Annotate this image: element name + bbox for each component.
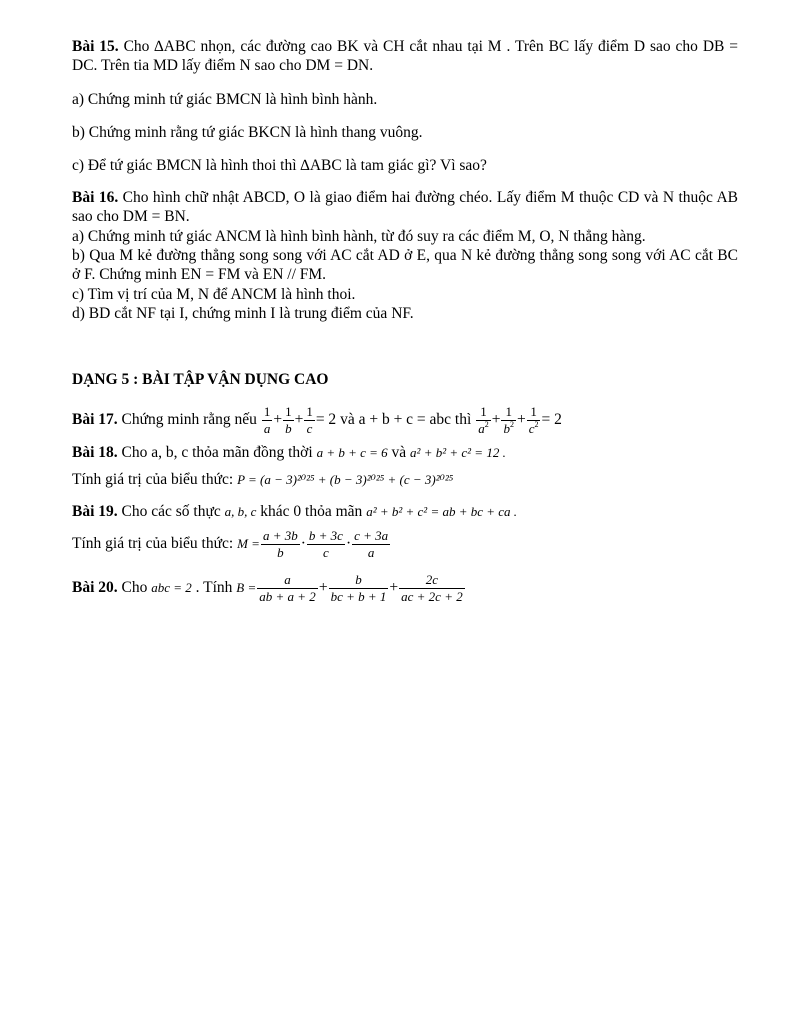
variables-abc: a, b, c [224, 504, 257, 519]
problem-16-label: Bài 16. [72, 189, 119, 206]
problem-19-label: Bài 19. [72, 503, 118, 520]
problem-18-intro: Bài 18. Cho a, b, c thỏa mãn đồng thời a + b + c = 6 và a² + b² + c² = 12 . [72, 444, 506, 461]
problem-16-part-c: c) Tìm vị trí của M, N để ANCM là hình thoi. [72, 286, 356, 303]
problem-15-intro [72, 37, 738, 75]
problem-16-part-a: a) Chứng minh tứ giác ANCM là hình bình hành, từ đó suy ra các điểm M, O, N thẳng hàng. [72, 228, 646, 245]
fraction-B-3: $\frac{2c}{ac + 2c + 2}$ [401, 571, 463, 604]
condition-abc: abc = 2 [151, 580, 192, 595]
problem-15-label: Bài 15. [72, 38, 119, 55]
problem-20-label: Bài 20. [72, 579, 118, 596]
condition-sum: a + b + c = 6 [316, 445, 388, 460]
fraction-1-over-c2: $\frac{1}{c^2}$ [528, 403, 539, 436]
problem-16-text: Cho hình chữ nhật ABCD, O là giao điểm hai đường chéo. Lấy điểm M thuộc CD và N thuộc AB sao cho DM = BN. [72, 189, 738, 225]
fraction-1-over-b: $\frac{1}{b}$ [285, 403, 292, 436]
problem-16-part-d: d) BD cắt NF tại I, chứng minh I là trung điểm của NF. [72, 305, 414, 322]
section-title: DẠNG 5 : BÀI TẬP VẬN DỤNG CAO [72, 371, 329, 388]
problem-19-expression: Tính giá trị của biểu thức: M = $\frac{a + 3b}{b}$ · $\frac{b + 3c}{c}$ · $\frac{c + 3a}{a}$ [72, 527, 389, 560]
fraction-M-3: $\frac{c + 3a}{a}$ [354, 527, 389, 560]
fraction-1-over-a2: $\frac{1}{a^2}$ [478, 403, 489, 436]
problem-16-intro [72, 188, 738, 226]
problem-18-expression: Tính giá trị của biểu thức: P = (a − 3)²⁰²⁵ + (b − 3)²⁰²⁵ + (c − 3)²⁰²⁵ [72, 471, 454, 488]
fraction-B-1: $\frac{a}{ab + a + 2}$ [259, 571, 316, 604]
problem-15-part-b: b) Chứng minh rằng tứ giác BKCN là hình thang vuông. [72, 124, 423, 141]
condition-sum-squares: a² + b² + c² = 12 . [410, 445, 506, 460]
fraction-B-2: $\frac{b}{bc + b + 1}$ [330, 571, 387, 604]
problem-15-part-c: c) Để tứ giác BMCN là hình thoi thì ∆ABC là tam giác gì? Vì sao? [72, 157, 487, 174]
problem-16-part-b: b) Qua M kẻ đường thẳng song song với AC cắt AD ở E, qua N kẻ đường thẳng song song với AC cắt BC ở F. Chứng minh EN = FM và EN // FM. [72, 247, 738, 283]
problem-18-label: Bài 18. [72, 444, 118, 461]
fraction-M-1: $\frac{a + 3b}{b}$ [262, 527, 298, 560]
fraction-1-over-b2: $\frac{1}{b^2}$ [503, 403, 514, 436]
fraction-1-over-a: $\frac{1}{a}$ [263, 403, 271, 436]
expression-P: P = (a − 3)²⁰²⁵ + (b − 3)²⁰²⁵ + (c − 3)²⁰²⁵ [237, 472, 454, 487]
fraction-1-over-c: $\frac{1}{c}$ [306, 403, 313, 436]
problem-15-text: Cho ∆ABC nhọn, các đường cao BK và CH cắt nhau tại M . Trên BC lấy điểm D sao cho DB = DC. Trên tia MD lấy điểm N sao cho DM = DN. [72, 38, 738, 74]
problem-15-part-a: a) Chứng minh tứ giác BMCN là hình bình hành. [72, 91, 378, 108]
problem-17: Bài 17. Chứng minh rằng nếu $\frac{1}{a}$ + $\frac{1}{b}$ + $\frac{1}{c}$ = 2 và a + b + c = abc thì $\frac{1}{a^2}$ + $\frac{1}{b^2}$ + $\frac{1}{c^2}$ = 2 [72, 403, 562, 436]
fraction-M-2: $\frac{b + 3c}{c}$ [308, 527, 343, 560]
condition-squares: a² + b² + c² = ab + bc + ca . [366, 504, 518, 519]
problem-19-intro: Bài 19. Cho các số thực a, b, c khác 0 thỏa mãn a² + b² + c² = ab + bc + ca . [72, 503, 518, 520]
problem-20: Bài 20. Cho abc = 2 . Tính B = $\frac{a}{ab + a + 2}$ + $\frac{b}{bc + b + 1}$ + $\frac{2c}{ac + 2c + 2}$ [72, 571, 463, 604]
problem-17-label: Bài 17. [72, 411, 118, 428]
